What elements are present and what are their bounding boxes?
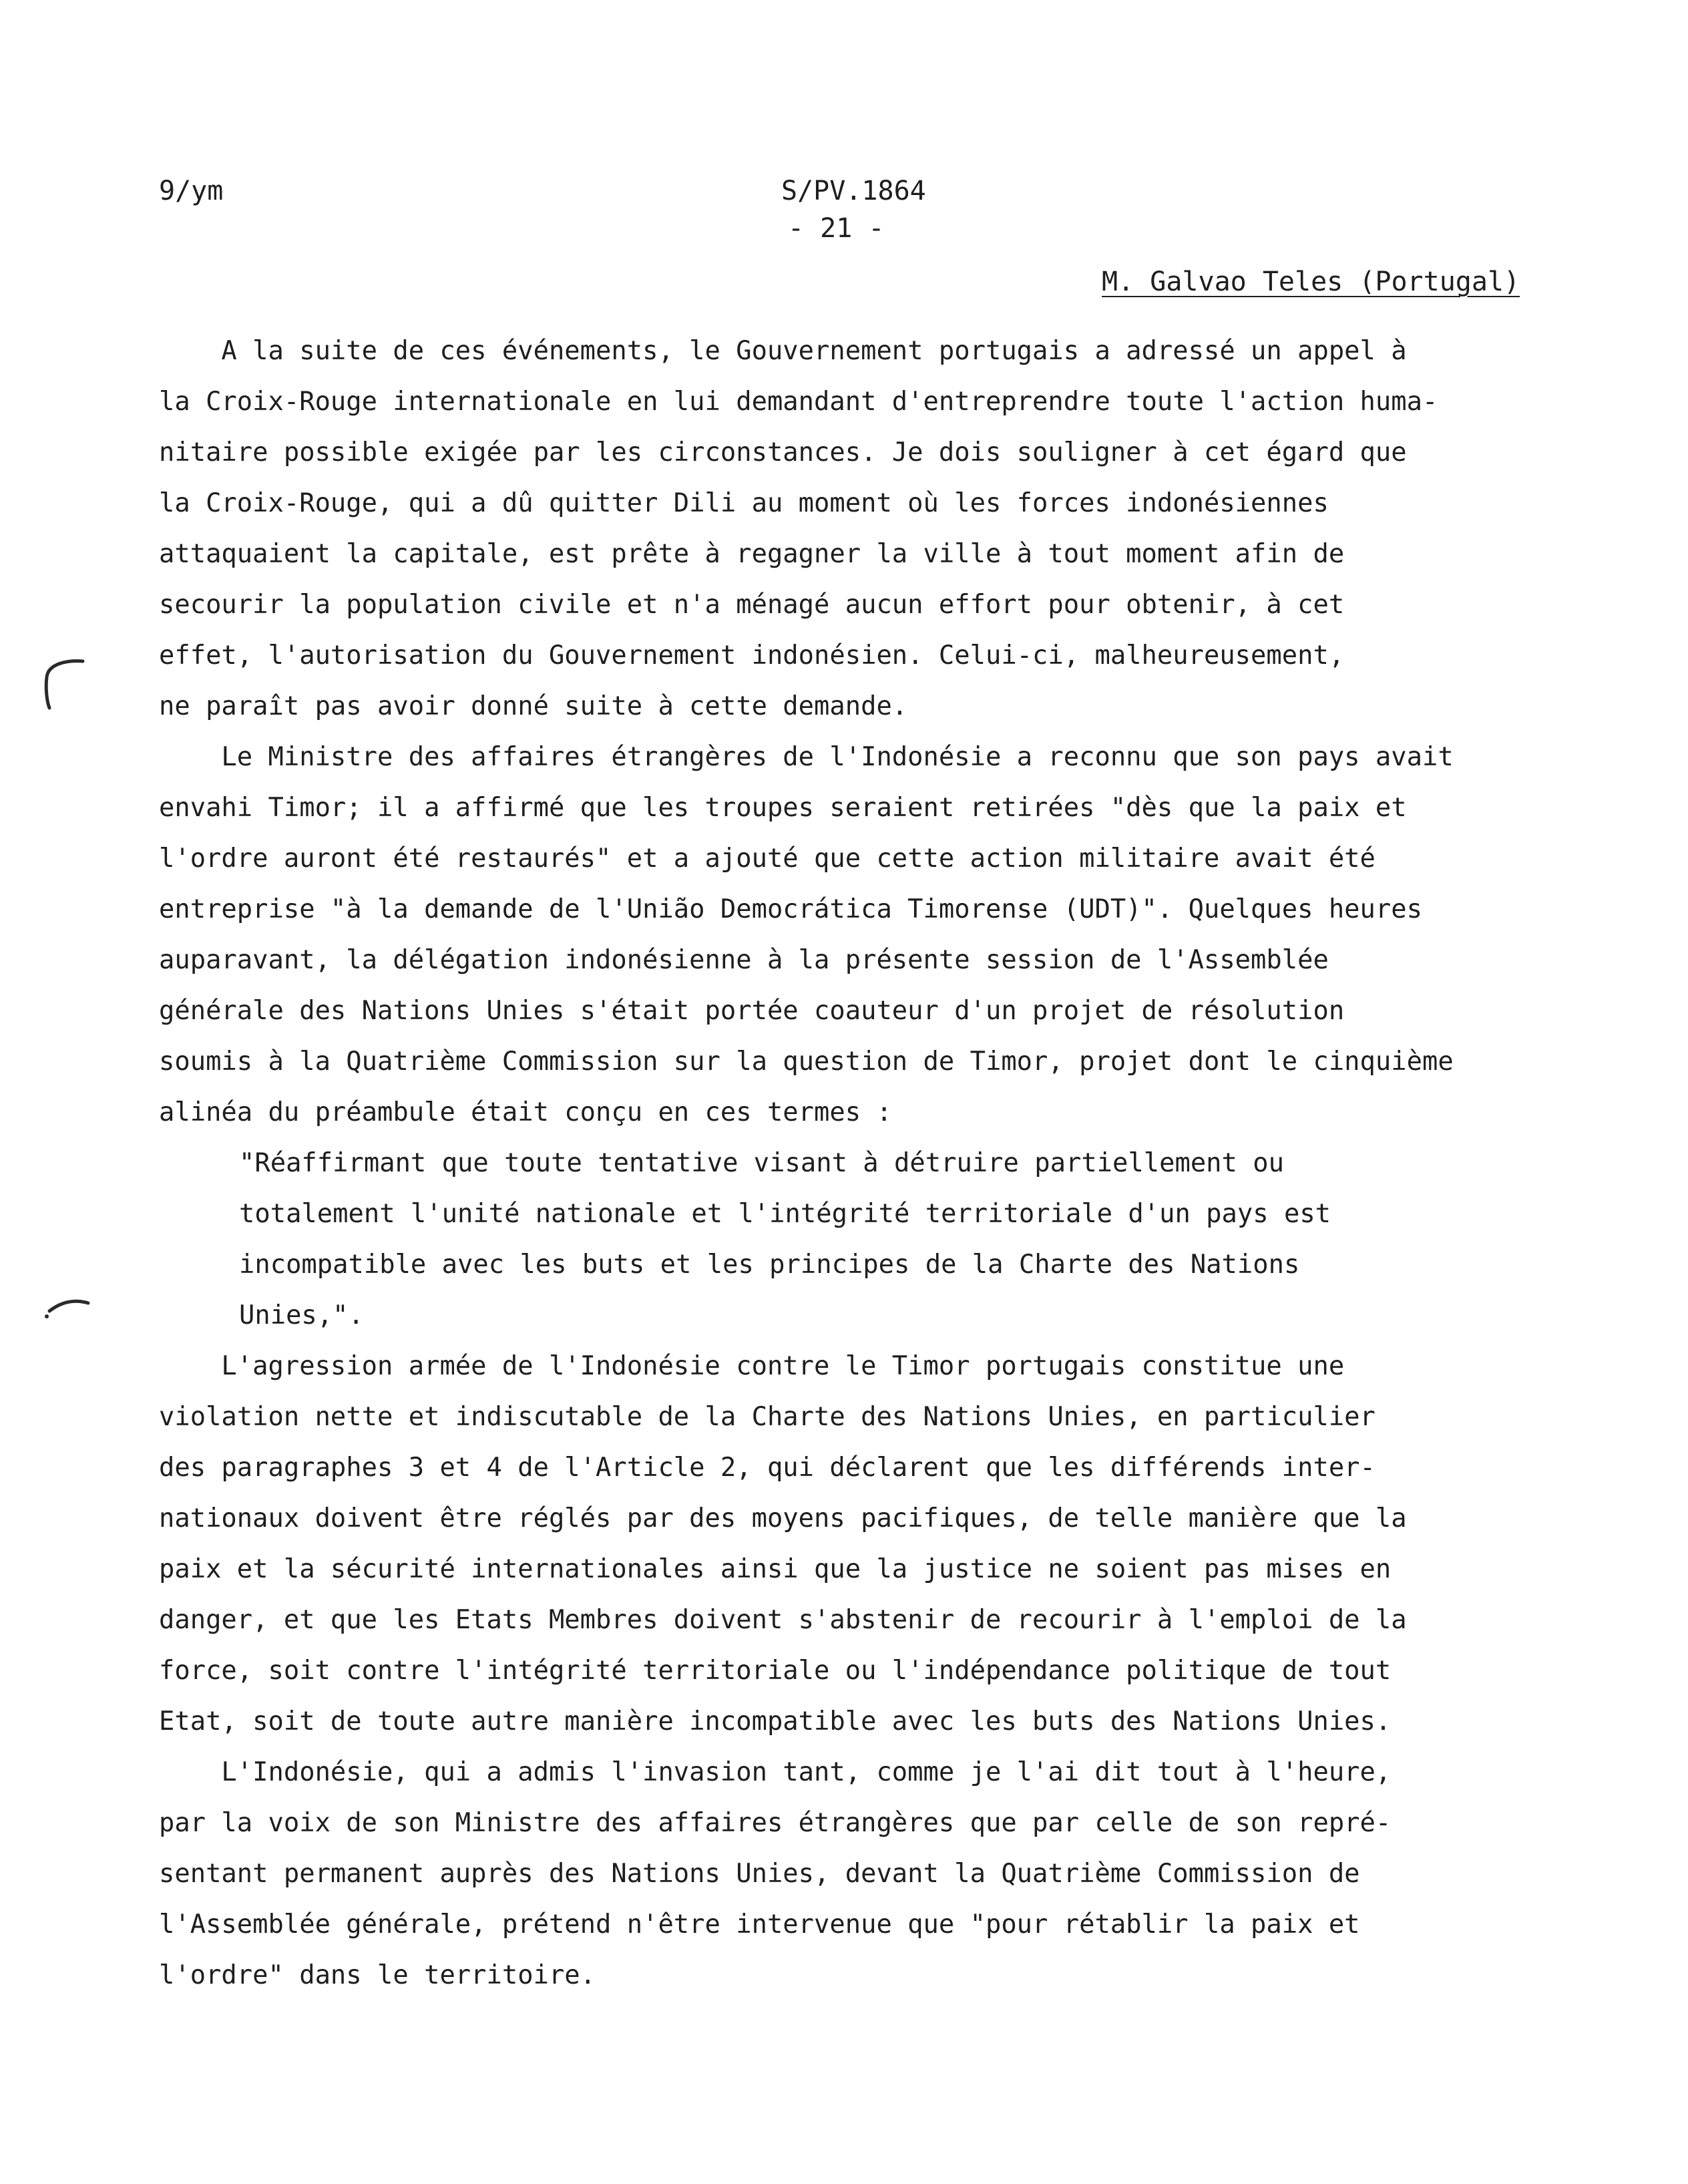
margin-mark-upper	[40, 655, 87, 715]
paragraph-indonesian-claim: L'Indonésie, qui a admis l'invasion tant, comme je l'ai dit tout à l'heure, par la voix de son Ministre des affaires étrangères que par celle de son repré- sentant permanent auprès des Nations Unies, devant la Quatrième Commission de l'Assemblée générale, prétend n'être intervenue que "pour rétablir la paix et l'ordre" dans le territoire.	[159, 1757, 1392, 1990]
paragraph-indonesian-minister: Le Ministre des affaires étrangères de l'Indonésie a reconnu que son pays avait envahi Timor; il a affirmé que les troupes seraient retirées "dès que la paix et l'ordre auront été restaurés" et a ajouté que cette action militaire avait été entreprise "à la demande de l'União Democrática Timorense (UDT)". Quelques heures auparavant, la délégation indonésienne à la présente session de l'Assemblée générale des Nations Unies s'était portée coauteur d'un projet de résolution soumis à la Quatrième Commission sur la question de Timor, projet dont le cinquième alinéa du préambule était conçu en ces termes :	[159, 742, 1454, 1127]
page-number: - 21 -	[788, 213, 885, 244]
paragraph-charter-violation: L'agression armée de l'Indonésie contre le Timor portugais constitue une violation nette et indiscutable de la Charte des Nations Unies, en particulier des paragraphes 3 et 4 de l'Article 2, qui déclarent que les différends inter- nationaux doivent être réglés par des moyens pacifiques, de telle manière que la paix et la sécurité internationales ainsi que la justice ne soient pas mises en danger, et que les Etats Membres doivent s'abstenir de recourir à l'emploi de la force, soit contre l'intégrité territoriale ou l'indépendance politique de tout Etat, soit de toute autre manière incompatible avec les buts des Nations Unies.	[159, 1351, 1407, 1737]
quoted-preamble-paragraph: "Réaffirmant que toute tentative visant à détruire partiellement ou totalement l'unité nationale et l'intégrité territoriale d'un pays est incompatible avec les buts et les principes de la Charte des Nations Unies,".	[239, 1148, 1331, 1330]
document-reference-code: 9/ym	[159, 176, 224, 206]
margin-mark-lower	[40, 1292, 93, 1326]
document-symbol: S/PV.1864	[781, 176, 926, 206]
paragraph-red-cross-appeal: A la suite de ces événements, le Gouvernement portugais a adressé un appel à la Croix-Rouge internationale en lui demandant d'entreprendre toute l'action huma- nitaire possible exigée par les circonstances. Je dois souligner à cet égard que la Croix-Rouge, qui a dû quitter Dili au moment où les forces indonésiennes attaquaient la capitale, est prête à regagner la ville à tout moment afin de secourir la population civile et n'a ménagé aucun effort pour obtenir, à cet effet, l'autorisation du Gouvernement indonésien. Celui-ci, malheureusement, ne paraît pas avoir donné suite à cette demande.	[159, 336, 1438, 721]
document-body	[159, 326, 1568, 2001]
speaker-heading: M. Galvao Teles (Portugal)	[1102, 266, 1520, 297]
